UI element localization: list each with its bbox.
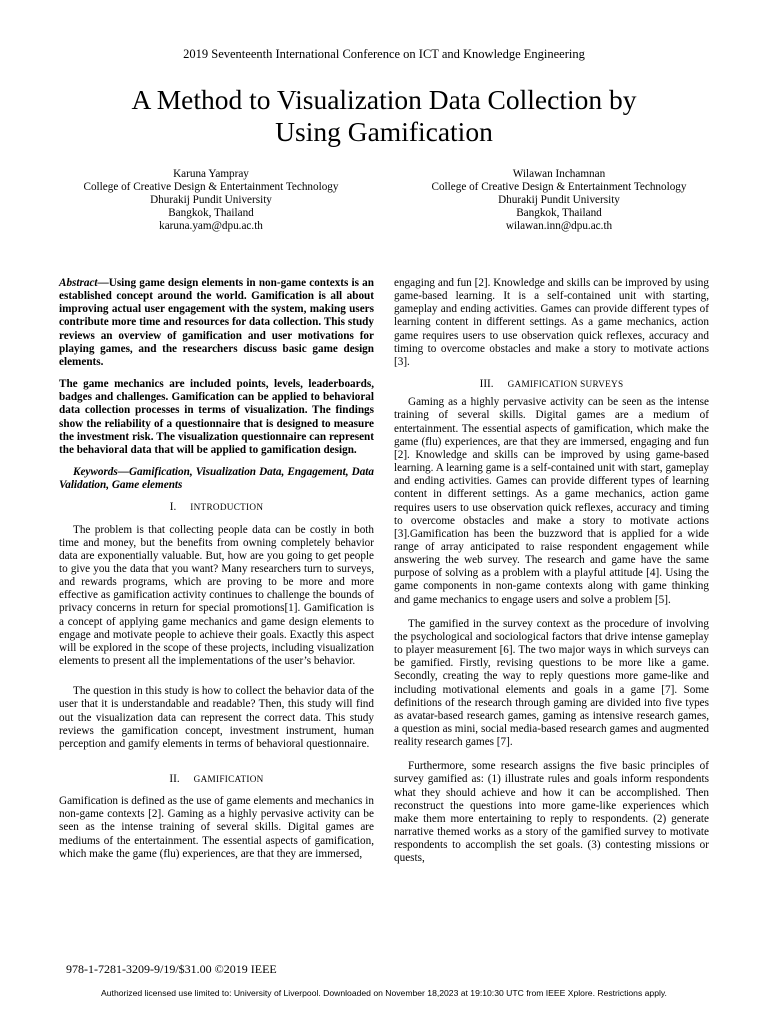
spacer [59,786,374,795]
section-heading-gamification: II. GAMIFICATION [169,773,264,785]
spacer [59,492,374,501]
author-affiliation: College of Creative Design & Entertainment Technology [83,181,339,194]
author-location: Bangkok, Thailand [168,207,254,220]
author-affiliation: College of Creative Design & Entertainment Technology [431,181,687,194]
section-heading-gamification-surveys: III. GAMIFICATION SURVEYS [479,378,624,391]
title-line-1: A Method to Visualization Data Collection by [131,84,637,115]
body-paragraph: The gamified in the survey context as the procedure of involving the psychological and sociological factors that drive intense gameplay to player measurement [6]. The two major ways in which surveys can be gamified. Firstly, revising questions to be more like a game. Secondly, creating the way to reply questions more game-like and including motivational elements and goals in a game [7]. Some definitions of the research through gaming are divided into five types as avatar-based research games, gaming as intensive research games, a question as mini, social media-based research games and augmented reality research games [7]. [394,617,709,749]
author-university: Dhurakij Pundit University [498,194,620,207]
footer-license: Authorized licensed use limited to: University of Liverpool. Downloaded on November 18,2023 at 19:10:30 UTC from IEEE Xplore. Restrictions apply. [101,988,667,998]
section-heading-introduction: I. INTRODUCTION [169,501,264,514]
author-name: Wilawan Inchamnan [512,168,606,180]
spacer [59,369,374,378]
spacer [394,607,709,618]
spacer [59,457,374,466]
abstract-paragraph [59,277,374,369]
paper-title [40,84,728,148]
author-name: Karuna Yampray [173,168,249,180]
abstract-text: —Using game design elements in non-game contexts is an established concept around the world. Gamification is all about improving actual user engagement with the system, making users contribute more time and resources for data collection. This study reviews an overview of gamification and user motivations for playing games, and the researchers discuss basic game design elements. [59,277,374,368]
author-email: karuna.yam@dpu.ac.th [159,220,263,233]
title-line-2: Using Gamification [275,116,493,147]
body-paragraph: Gaming as a highly pervasive activity can be seen as the intense training of several skills. Digital games are a medium of entertainment. The essential aspects of gamification, which make the game (flu) experiences, are that they are immersed, engaging and fun [2]. Knowledge and skills can be improved by using game-based learning. A learning game is a self-contained unit with start, gameplay and ending activities. Games can provide different types of learning content in different settings. As a game mechanics, action game requires users to use observation quick reflexes, accuracy and timing to overcome obstacles and make a story to motivate actions [3].Gamification has been the buzzword that is applied for a wide range of array anticipated to raise respondent engagement while answering the web survey. The research and game have the same purpose of solving as a problem with a playful attitude [4]. Using the game components in non-game contexts along with game thinking and game mechanics to engage users and solve a problem [5]. [394,396,709,606]
author-location: Bangkok, Thailand [516,207,602,220]
keywords: Keywords—Gamification, Visualization Data, Engagement, Data Validation, Game elements [59,466,374,492]
spacer [394,749,709,760]
author-block-1 [46,168,376,233]
conference-header: 2019 Seventeenth International Conference on ICT and Knowledge Engineering [183,47,585,61]
body-paragraph: The question in this study is how to collect the behavior data of the user that it is understandable and readable? Then, this study will find out the visualization data can represent the correct data. This study reviews the gamification concept, investment instrument, human perception and gamify elements in terms of behavioral questionnaire. [59,685,374,750]
author-university: Dhurakij Pundit University [150,194,272,207]
author-email: wilawan.inn@dpu.ac.th [505,220,613,233]
left-column [59,277,374,861]
footer-isbn: 978-1-7281-3209-9/19/$31.00 ©2019 IEEE [66,962,277,976]
abstract-paragraph-2: The game mechanics are included points, levels, leaderboards, badges and challenges. Gamification can be applied to behavioral data collection processes in terms of visualization. The findings show the reliability of a questionnaire that is designed to measure the investment risk. The visualization questionnaire can represent the behavioral data that will be applied to gamification design. [59,378,374,456]
body-paragraph: Gamification is defined as the use of game elements and mechanics in non-game contexts [2]. Gaming as a highly pervasive activity can be seen as the intense training of several skills. Digital games are mediums of the entertainment. The essential aspects of gamification, which make the game (flu) experiences, are that they are immersed, [59,795,374,860]
body-paragraph-continued: engaging and fun [2]. Knowledge and skills can be improved by using game-based learning. It is a self-contained unit with starting, gameplay and ending activities. Games can provide different types of learning content in different settings. As a game mechanics, action game requires users to use observation quick reflexes, accuracy and timing to overcome obstacles and make a story to motivate actions [3]. [394,277,709,368]
body-paragraph: The problem is that collecting people data can be costly in both time and money, but the benefits from owning completely behavior data are exponentially valuable. But, how are you going to get people to give you the data that you want? Many researchers turn to surveys, and rewards programs, which are proving to be more and more effective as gamification activity continues to challenge the bounds of privacy concerns in return for special promotions[1]. Gamification is a concept of applying game mechanics and game design elements to engage and motivate people to achieve their goals. Exactly this aspect will be explored in the scope of these projects, including visualization elements to present all the implementations of the user’s behavior. [59,523,374,668]
body-paragraph: Furthermore, some research assigns the five basic principles of survey gamified as: (1) illustrate rules and goals inform respondents what they should achieve and how it can be accomplished. Then reconstruct the questions into more game-like experiences which make them more entertaining to reply to respondents. (2) generate narrative themed works as a story of the gamified survey to motivate respondents to accomplish the set goals. (3) contesting missions or quests, [394,760,709,865]
right-column [394,277,709,866]
abstract-label: Abstract [59,277,98,289]
spacer [394,369,709,378]
spacer [59,515,374,524]
spacer [59,668,374,685]
author-block-2 [394,168,724,233]
spacer [59,751,374,773]
